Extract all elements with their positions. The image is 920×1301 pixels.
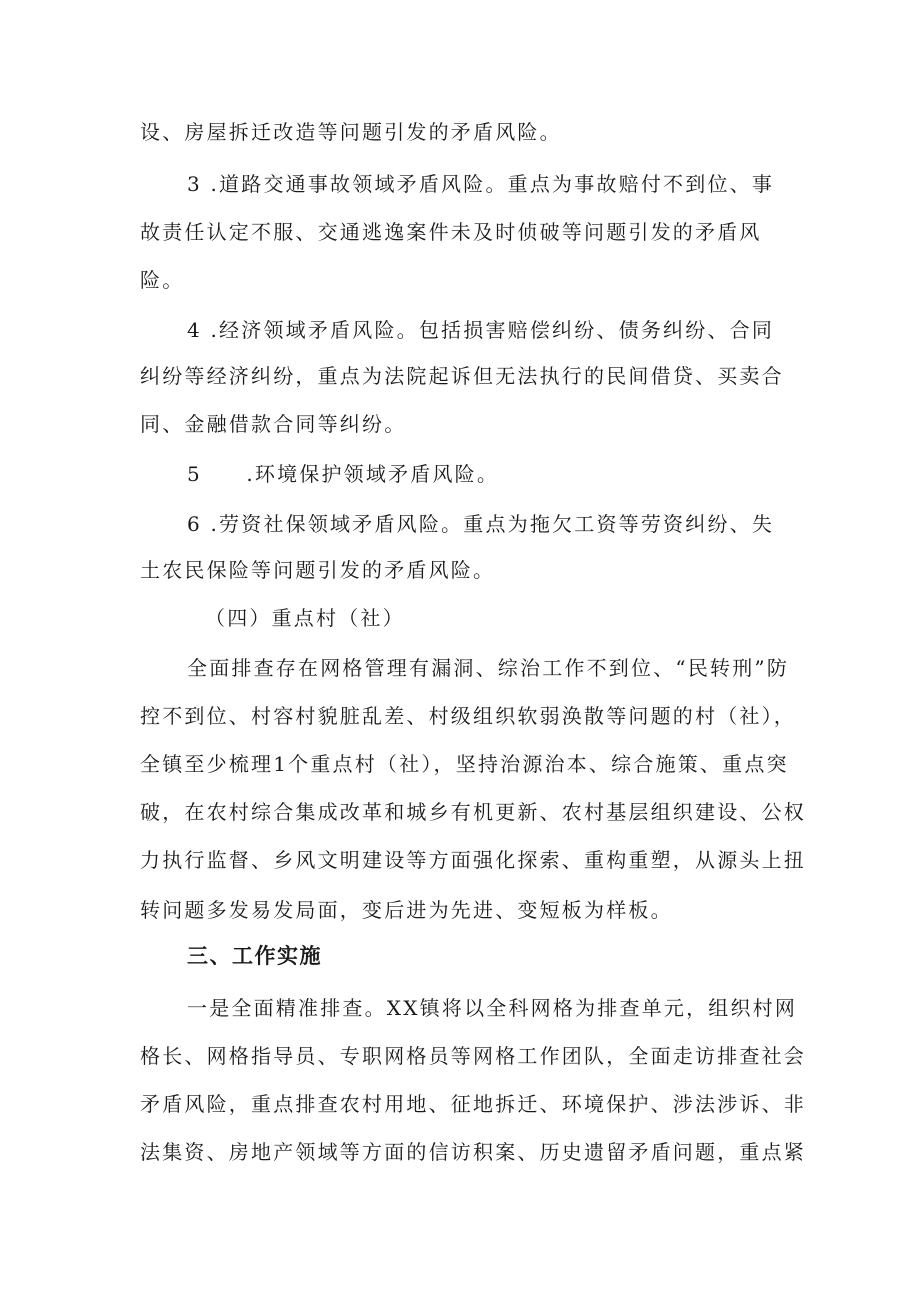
text-line: 格长、网格指导员、专职网格员等网格工作团队，全面走访排查社会	[140, 1044, 806, 1068]
text-line: 法集资、房地产领域等方面的信访积案、历史遗留矛盾问题，重点紧	[140, 1140, 806, 1164]
text-line: 4 .经济领域矛盾风险。包括损害赔偿纠纷、债务纠纷、合同	[187, 318, 775, 342]
text-line: 设、房屋拆迁改造等问题引发的矛盾风险。	[140, 120, 562, 144]
text-line: 险。	[140, 268, 185, 292]
text-line: 纠纷等经济纠纷，重点为法院起诉但无法执行的民间借贷、买卖合	[140, 364, 784, 388]
text-line: 力执行监督、乡风文明建设等方面强化探索、重构重塑，从源头上扭	[140, 848, 806, 872]
section-heading: 三、工作实施	[187, 944, 322, 968]
text-line: 转问题多发易发局面，变后进为先进、变短板为样板。	[140, 898, 673, 922]
text-line: 破，在农村综合集成改革和城乡有机更新、农村基层组织建设、公权	[140, 800, 806, 824]
text-line: 故责任认定不服、交通逃逸案件未及时侦破等问题引发的矛盾风	[140, 220, 762, 244]
text-line: 全镇至少梳理1个重点村（社），坚持治源治本、综合施策、重点突	[140, 752, 789, 776]
text-line: 土农民保险等问题引发的矛盾风险。	[140, 558, 496, 582]
section-subheading: （四）重点村（社）	[205, 606, 405, 630]
text-line: 全面排查存在网格管理有漏洞、综治工作不到位、“民转刑”防	[187, 656, 790, 680]
text-line: 一是全面精准排查。XX镇将以全科网格为排查单元，组织村网	[187, 996, 798, 1020]
text-line: 控不到位、村容村貌脏乱差、村级组织软弱涣散等问题的村（社），	[140, 704, 796, 728]
text-line: 3 .道路交通事故领域矛盾风险。重点为事故赔付不到位、事	[187, 172, 775, 196]
text-line: 矛盾风险，重点排查农村用地、征地拆迁、环境保护、涉法涉诉、非	[140, 1092, 806, 1116]
text-line: 同、金融借款合同等纠纷。	[140, 412, 407, 436]
text-line: 5 .环境保护领域矛盾风险。	[187, 462, 500, 486]
text-line: 6 .劳资社保领域矛盾风险。重点为拖欠工资等劳资纠纷、失	[187, 512, 775, 536]
